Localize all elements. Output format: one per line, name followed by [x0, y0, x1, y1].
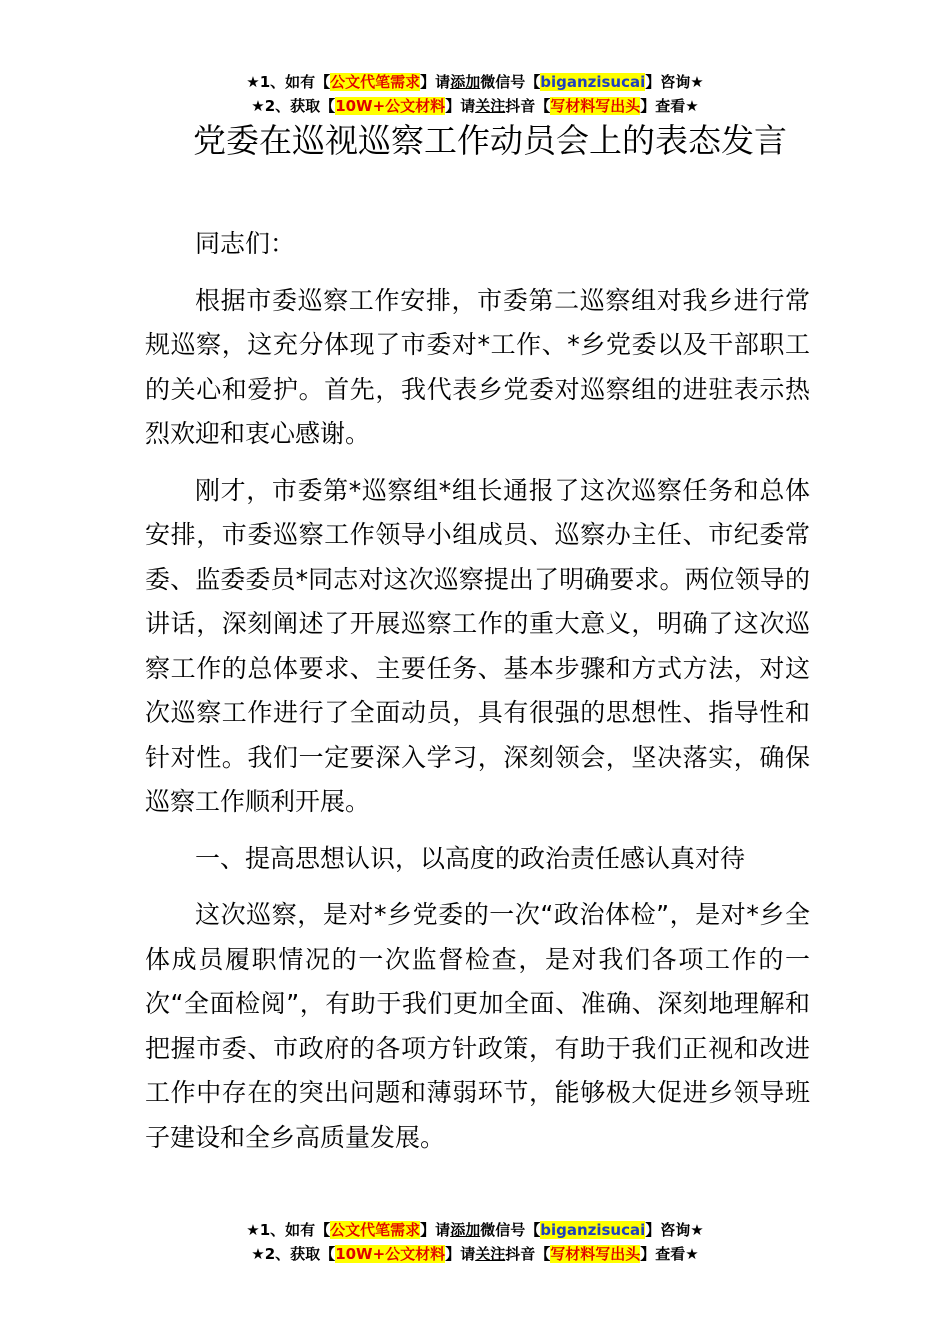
banner-text: ★2、获取【 [251, 97, 336, 115]
banner-line-2 [0, 1242, 950, 1266]
banner-text: 抖音【 [505, 97, 551, 115]
banner-underlined: 关注 [475, 1245, 506, 1263]
document-body [145, 222, 810, 1172]
header-banner [0, 70, 950, 118]
banner-line-2 [0, 94, 950, 118]
banner-text: ★2、获取【 [251, 1245, 336, 1263]
banner-text: 】请 [445, 97, 476, 115]
banner-text: 】请 [420, 73, 451, 91]
banner-highlight: 10W+公文材料 [335, 97, 446, 115]
banner-text: 】请 [445, 1245, 476, 1263]
banner-highlight: 写材料写出头 [550, 1245, 641, 1263]
banner-text: ★1、如有【 [246, 73, 331, 91]
banner-text: 】查看★ [640, 97, 699, 115]
banner-text: 】查看★ [640, 1245, 699, 1263]
paragraph: 根据市委巡察工作安排，市委第二巡察组对我乡进行常规巡察，这充分体现了市委对*工作、*乡党委以及干部职工的关心和爱护。首先，我代表乡党委对巡察组的进驻表示热烈欢迎和衷心感谢。 [145, 285, 810, 448]
banner-highlight: 10W+公文材料 [335, 1245, 446, 1263]
banner-text: ★1、如有【 [246, 1221, 331, 1239]
banner-highlight: 写材料写出头 [550, 97, 641, 115]
banner-line-1 [0, 1218, 950, 1242]
banner-underlined: 添加 [450, 73, 481, 91]
paragraph: 刚才，市委第*巡察组*组长通报了这次巡察任务和总体安排，市委巡察工作领导小组成员、巡察办主任、市纪委常委、监委委员*同志对这次巡察提出了明确要求。两位领导的讲话，深刻阐述了开展巡察工作的重大意义，明确了这次巡察工作的总体要求、主要任务、基本步骤和方式方法，对这次巡察工作进行了全面动员，具有很强的思想性、指导性和针对性。我们一定要深入学习，深刻领会，坚决落实，确保巡察工作顺利开展。 [145, 475, 810, 816]
footer-banner [0, 1218, 950, 1266]
banner-wechat-id: biganzisucai [540, 73, 646, 91]
banner-highlight: 公文代笔需求 [330, 73, 421, 91]
banner-underlined: 添加 [450, 1221, 481, 1239]
banner-text: 抖音【 [505, 1245, 551, 1263]
banner-line-1 [0, 70, 950, 94]
banner-text: 】请 [420, 1221, 451, 1239]
salutation: 同志们： [195, 229, 296, 258]
document-title: 党委在巡视巡察工作动员会上的表态发言 [193, 121, 787, 160]
banner-highlight: 公文代笔需求 [330, 1221, 421, 1239]
paragraph: 这次巡察，是对*乡党委的一次“政治体检”，是对*乡全体成员履职情况的一次监督检查，是对我们各项工作的一次“全面检阅”，有助于我们更加全面、准确、深刻地理解和把握市委、市政府的各项方针政策，有助于我们正视和改进工作中存在的突出问题和薄弱环节，能够极大促进乡领导班子建设和全乡高质量发展。 [145, 900, 810, 1152]
banner-text: 】咨询★ [645, 1221, 704, 1239]
banner-text: 】咨询★ [645, 73, 704, 91]
banner-text: 微信号【 [480, 1221, 541, 1239]
banner-wechat-id: biganzisucai [540, 1221, 646, 1239]
section-heading: 一、提高思想认识，以高度的政治责任感认真对待 [195, 843, 746, 873]
banner-underlined: 关注 [475, 97, 506, 115]
banner-text: 微信号【 [480, 73, 541, 91]
